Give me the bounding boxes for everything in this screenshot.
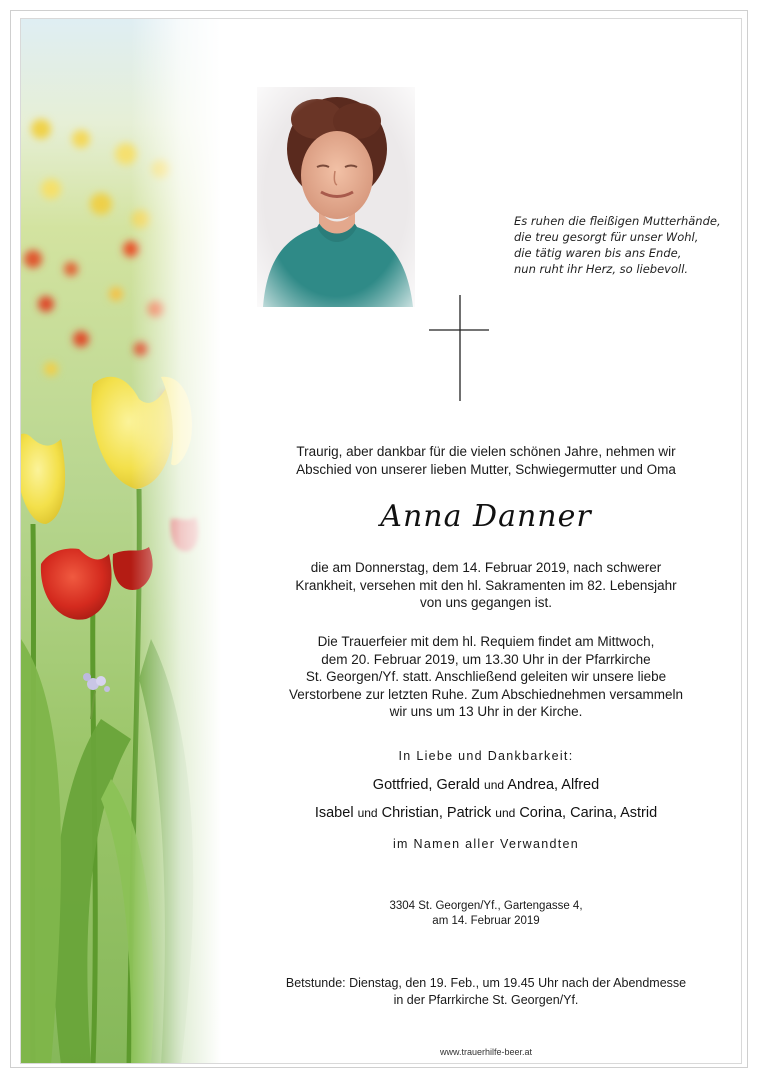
funeral-line: St. Georgen/Yf. statt. Anschließend geleiten wir unsere liebe: [305, 669, 667, 684]
address-date: am 14. Februar 2019: [432, 915, 540, 927]
poem: [514, 213, 742, 277]
funeral-line: Verstorbene zur letzten Ruhe. Zum Abschiednehmen versammeln: [289, 686, 683, 702]
family-conjunction: und: [484, 778, 505, 792]
family-conjunction: und: [357, 806, 378, 820]
family-line-1: [236, 777, 736, 793]
prayer-line: in der Pfarrkirche St. Georgen/Yf.: [393, 993, 579, 1007]
family-names: Isabel: [314, 805, 354, 821]
family-conjunction: und: [495, 806, 516, 820]
family-names: Christian, Patrick: [381, 805, 492, 821]
funeral-info: [236, 633, 736, 721]
death-notice-line: die am Donnerstag, dem 14. Februar 2019, nach schwerer: [310, 560, 662, 575]
relatives-note: im Namen aller Verwandten: [392, 837, 580, 851]
family-names: Corina, Carina, Astrid: [519, 805, 658, 821]
tulip-field-image: [21, 19, 221, 1064]
deceased-name: Anna Danner: [380, 499, 592, 534]
funeral-line: dem 20. Februar 2019, um 13.30 Uhr in der Pfarrkirche: [321, 651, 651, 667]
prayer-notice: [236, 975, 736, 1009]
intro-text: [236, 443, 736, 478]
gratitude-heading: In Liebe und Dankbarkeit:: [398, 749, 574, 763]
poem-line: nun ruht ihr Herz, so liebevoll.: [514, 262, 689, 276]
death-notice-line: von uns gegangen ist.: [419, 595, 553, 610]
obituary-card: [20, 18, 742, 1064]
family-names: Gottfried, Gerald: [372, 777, 480, 793]
portrait-photo: [257, 87, 415, 307]
intro-line: Abschied von unserer lieben Mutter, Schwiegermutter und Oma: [296, 461, 676, 477]
death-notice-line: Krankheit, versehen mit den hl. Sakramenten im 82. Lebensjahr: [295, 577, 677, 593]
poem-line: die tätig waren bis ans Ende,: [514, 246, 682, 260]
prayer-line: Betstunde: Dienstag, den 19. Feb., um 19.45 Uhr nach der Abendmesse: [285, 976, 687, 990]
funeral-line: Die Trauerfeier mit dem hl. Requiem findet am Mittwoch,: [317, 634, 655, 649]
death-notice: [236, 559, 736, 612]
cross-icon: [427, 293, 491, 408]
poem-line: die treu gesorgt für unser Wohl,: [514, 230, 699, 244]
intro-line: Traurig, aber dankbar für die vielen schönen Jahre, nehmen wir: [296, 444, 676, 459]
family-names: Andrea, Alfred: [507, 777, 600, 793]
address-line: 3304 St. Georgen/Yf., Gartengasse 4,: [389, 900, 583, 912]
website-link[interactable]: www.trauerhilfe-beer.at: [439, 1047, 533, 1057]
address-block: [236, 899, 736, 929]
poem-line: Es ruhen die fleißigen Mutterhände,: [514, 214, 721, 228]
funeral-line: wir uns um 13 Uhr in der Kirche.: [389, 704, 583, 719]
family-line-2: [236, 805, 736, 821]
